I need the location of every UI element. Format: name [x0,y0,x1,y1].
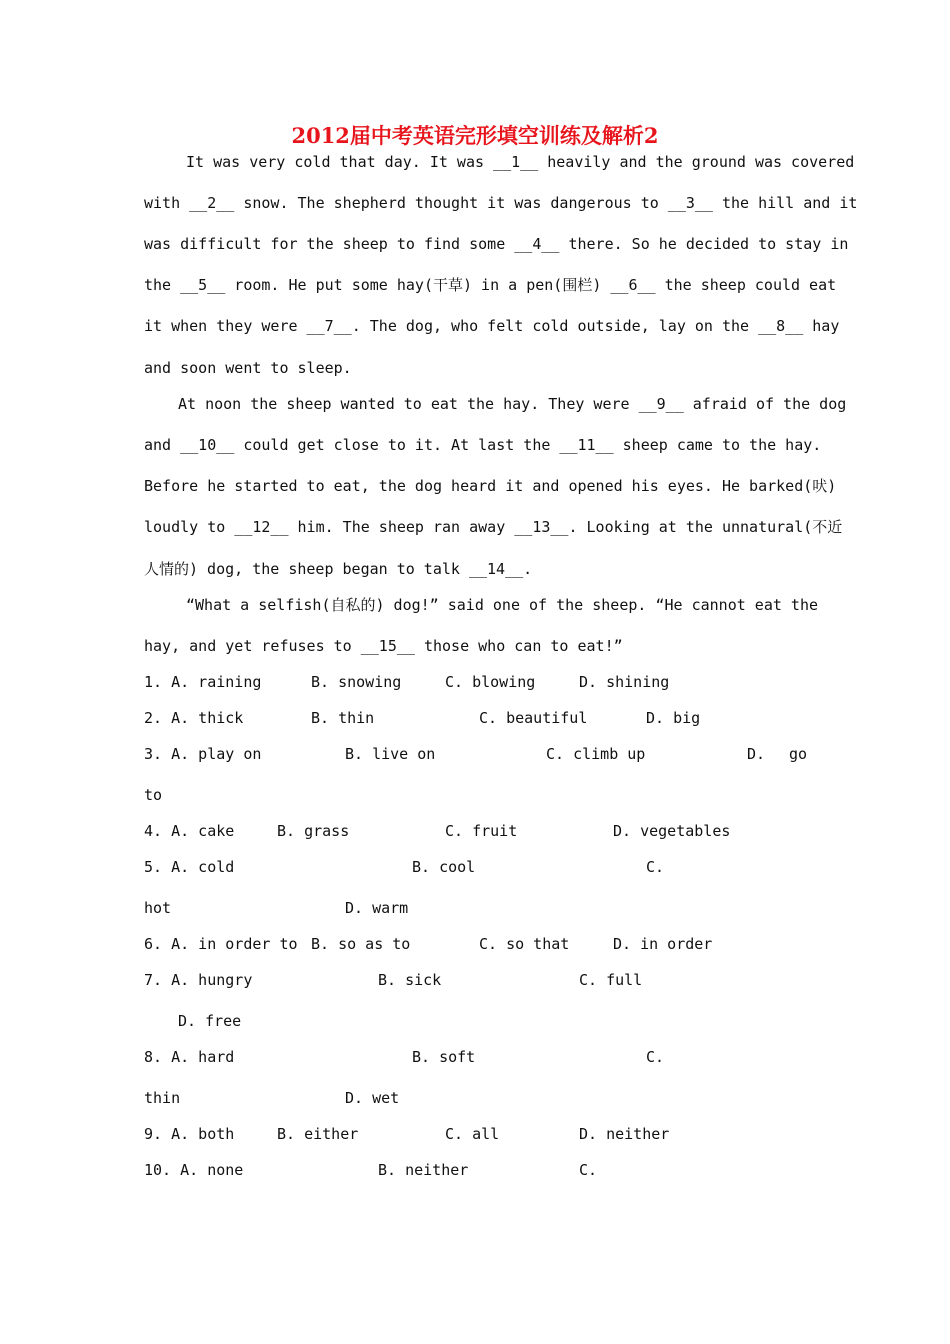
option-text: B. cool [412,858,476,876]
option-text: hot [144,899,172,917]
option-text: B. so as to [311,935,411,953]
document-title: 2012届中考英语完形填空训练及解析2 [291,123,659,148]
option-text: C. [646,1048,665,1066]
option-text: D. neither [579,1125,670,1143]
option-text: to [144,786,163,804]
option-text: C. [579,1161,598,1179]
option-text: C. [646,858,665,876]
option-text: B. snowing [311,673,402,691]
passage-line: with __2__ snow. The shepherd thought it was dangerous to __3__ the hill and it [144,194,858,212]
option-text: go [789,745,808,763]
option-text: B. grass [277,822,350,840]
option-text: 7. A. hungry [144,971,253,989]
option-text: D. warm [345,899,409,917]
passage-line: hay, and yet refuses to __15__ those who can to eat!” [144,637,623,655]
option-text: D. big [646,709,701,727]
option-text: B. sick [378,971,442,989]
option-text: 3. A. play on [144,745,262,763]
option-text: D. free [178,1012,242,1030]
option-text: C. all [445,1125,500,1143]
option-text: 2. A. thick [144,709,244,727]
passage-line: “What a selfish(自私的) dog!” said one of the sheep. “He cannot eat the [186,596,818,614]
option-text: 5. A. cold [144,858,235,876]
option-text: 1. A. raining [144,673,262,691]
option-text: C. fruit [445,822,518,840]
passage-line: Before he started to eat, the dog heard it and opened his eyes. He barked(吠) [144,477,837,495]
option-text: B. neither [378,1161,469,1179]
option-text: 9. A. both [144,1125,235,1143]
option-text: B. live on [345,745,436,763]
option-text: C. blowing [445,673,536,691]
option-text: thin [144,1089,181,1107]
option-text: 4. A. cake [144,822,235,840]
passage-line: loudly to __12__ him. The sheep ran away __13__. Looking at the unnatural(不近 [144,518,843,536]
option-text: D. wet [345,1089,400,1107]
option-text: C. climb up [546,745,646,763]
option-text: C. beautiful [479,709,588,727]
option-text: B. thin [311,709,375,727]
option-text: D. vegetables [613,822,731,840]
passage-line: 人情的) dog, the sheep began to talk __14__. [144,560,533,578]
option-text: C. so that [479,935,570,953]
option-text: 8. A. hard [144,1048,235,1066]
passage-line: and soon went to sleep. [144,359,352,377]
passage-line: the __5__ room. He put some hay(干草) in a pen(围栏) __6__ the sheep could eat [144,276,837,294]
passage-line: and __10__ could get close to it. At last the __11__ sheep came to the hay. [144,436,822,454]
passage-line: At noon the sheep wanted to eat the hay. They were __9__ afraid of the dog [178,395,847,413]
option-text: D. [747,745,766,763]
option-text: 10. A. none [144,1161,244,1179]
option-text: B. soft [412,1048,476,1066]
option-text: 6. A. in order to [144,935,298,953]
option-text: C. full [579,971,643,989]
passage-line: it when they were __7__. The dog, who felt cold outside, lay on the __8__ hay [144,317,840,335]
passage-line: was difficult for the sheep to find some __4__ there. So he decided to stay in [144,235,849,253]
passage-line: It was very cold that day. It was __1__ heavily and the ground was covered [186,153,855,171]
option-text: D. shining [579,673,670,691]
option-text: B. either [277,1125,359,1143]
option-text: D. in order [613,935,713,953]
